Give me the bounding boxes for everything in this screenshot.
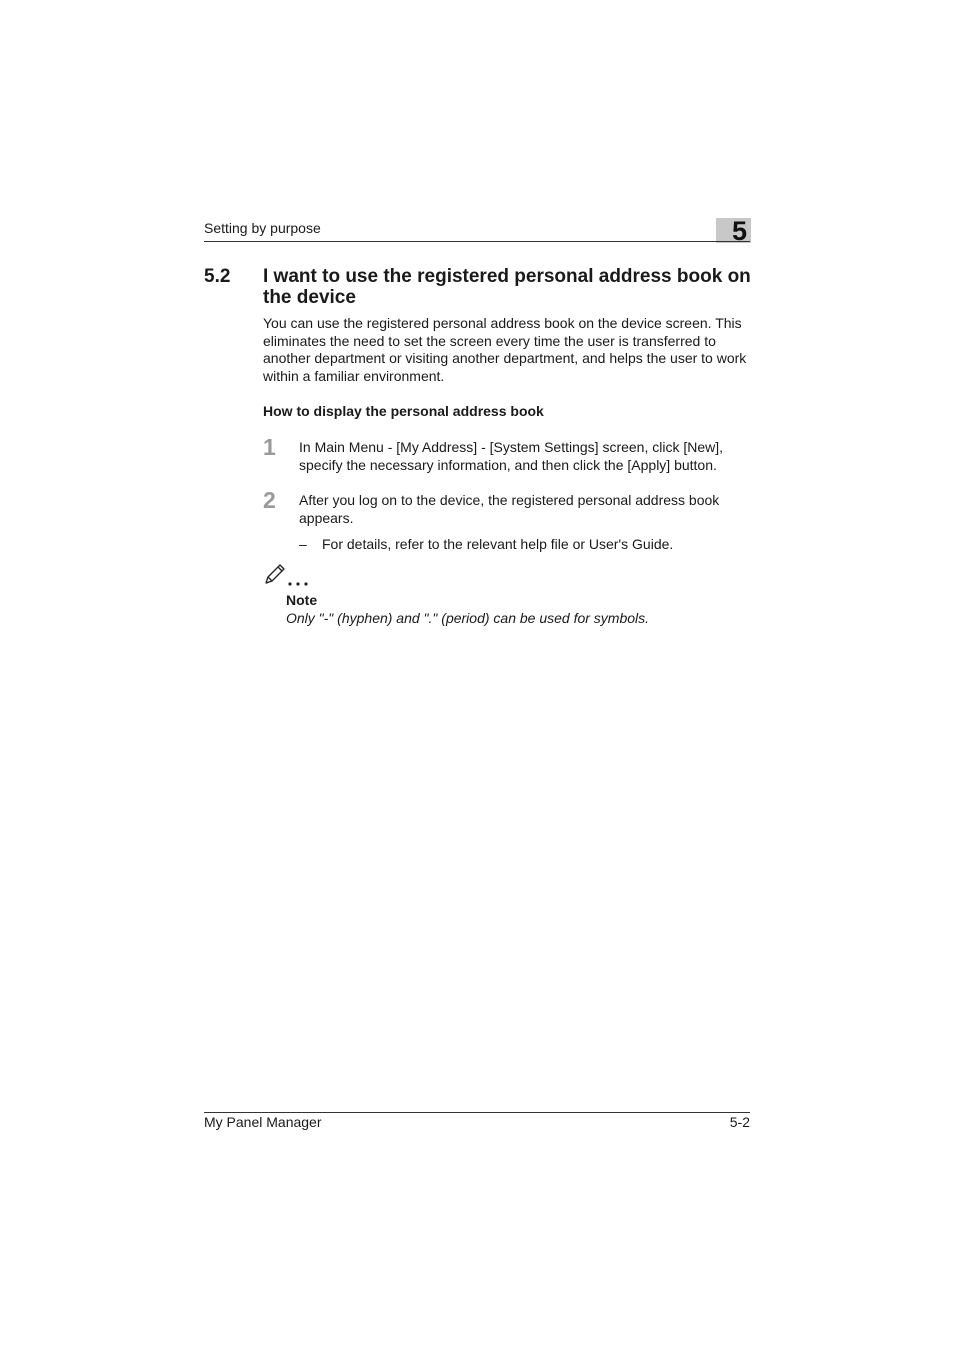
procedure-heading: How to display the personal address book	[263, 403, 544, 419]
footer-title: My Panel Manager	[204, 1114, 322, 1130]
running-header-title: Setting by purpose	[204, 220, 321, 236]
bullet-text: For details, refer to the relevant help file or User's Guide.	[322, 536, 674, 552]
chapter-number: 5	[732, 216, 748, 246]
step-2-number: 2	[263, 487, 276, 513]
step-2-text: After you log on to the device, the registered personal address book appears.	[299, 492, 720, 526]
note-label: Note	[286, 592, 318, 608]
step-1-text: In Main Menu - [My Address] - [System Settings] screen, click [New], specify the necessary information, and then click the [Apply] button.	[299, 439, 724, 473]
intro-paragraph: You can use the registered personal address book on the device screen. This eliminates the need to set the screen every time the user is transferred to another department or visiting another department, and helps the user to work within a familiar environment.	[263, 315, 747, 385]
header-divider	[204, 241, 750, 242]
footer-divider	[204, 1112, 750, 1113]
pencil-note-icon	[263, 562, 311, 588]
section-number: 5.2	[204, 266, 231, 287]
note-text: Only "-" (hyphen) and "." (period) can be used for symbols.	[286, 610, 650, 626]
bullet-marker: –	[299, 536, 307, 552]
section-title: I want to use the registered personal address book on the device	[263, 266, 751, 308]
page-number: 5-2	[729, 1114, 750, 1130]
step-1-number: 1	[263, 434, 276, 460]
